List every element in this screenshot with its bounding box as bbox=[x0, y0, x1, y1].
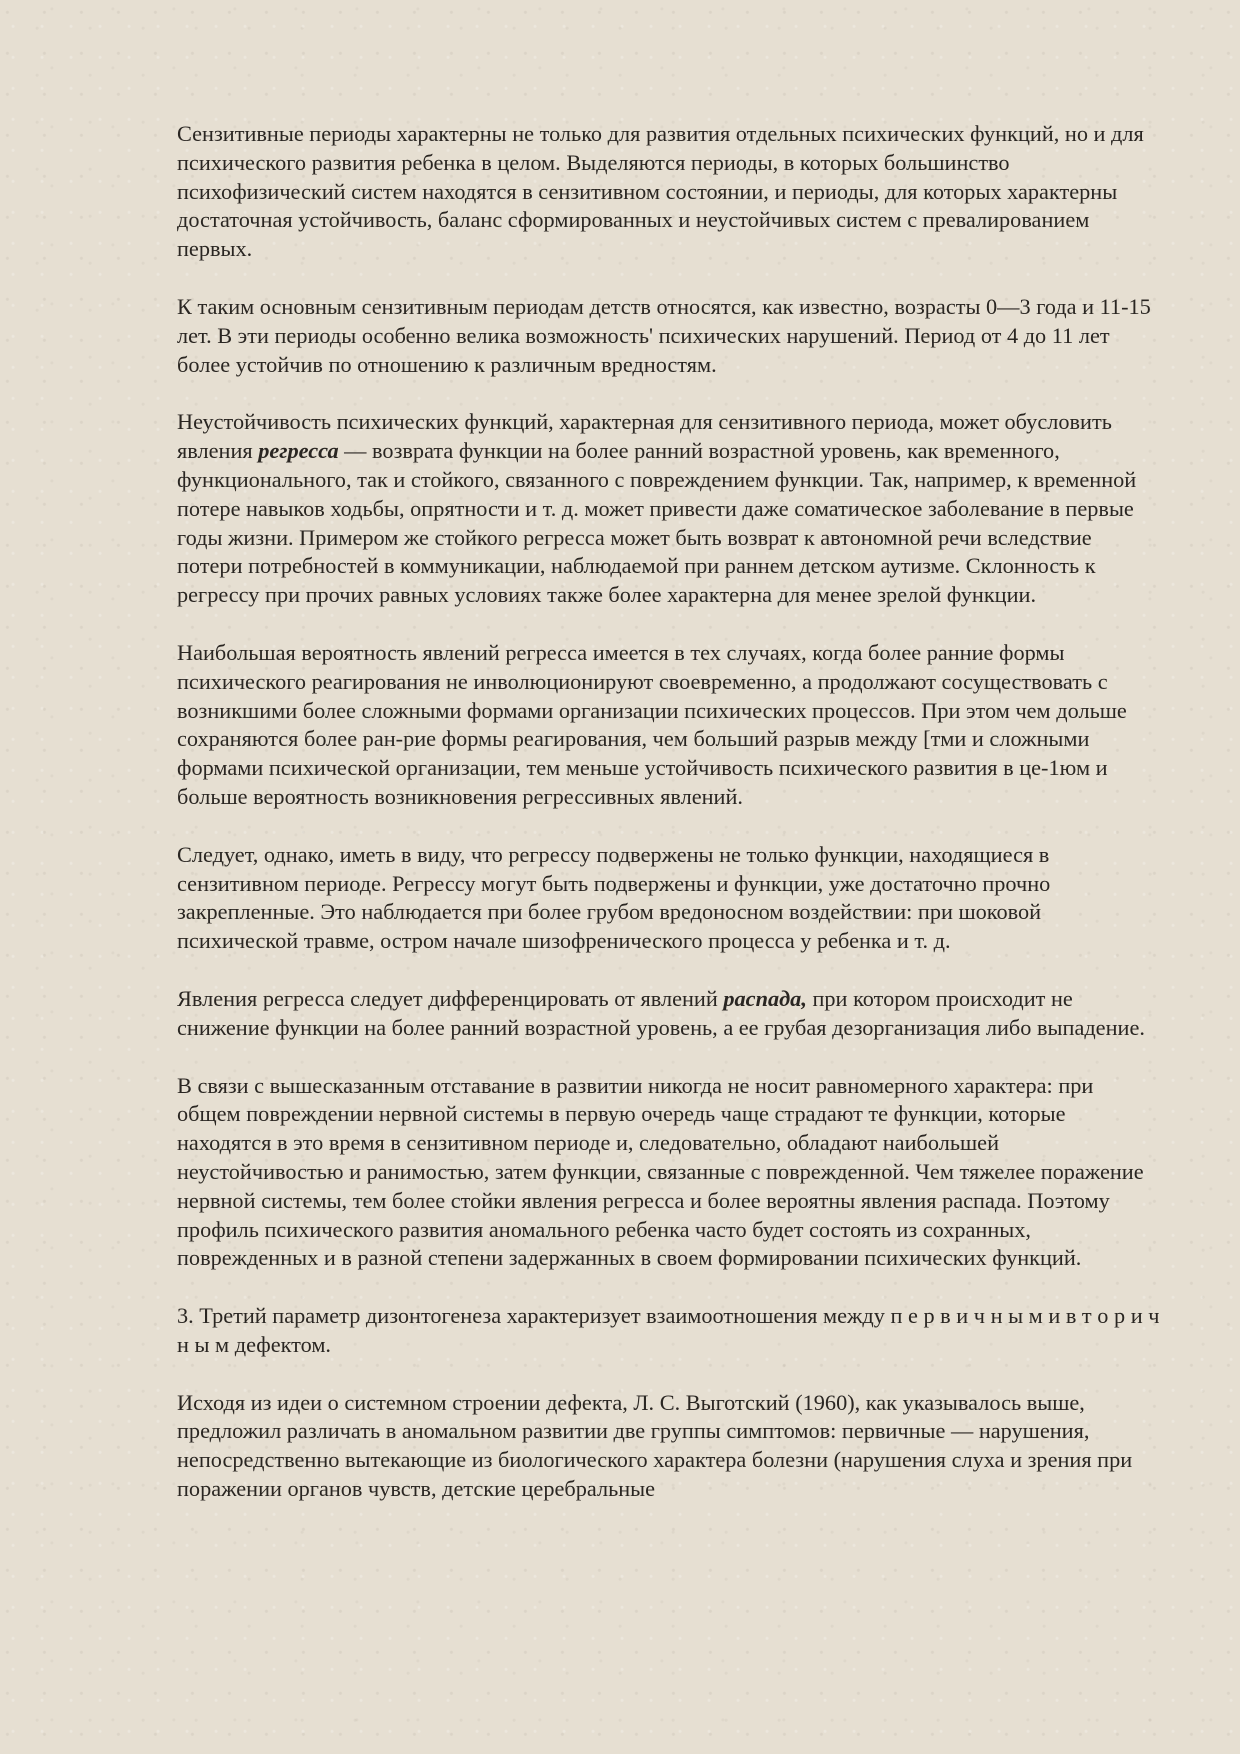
paragraph-disintegration bbox=[177, 985, 1162, 1043]
paragraph-text: — возврата функции на более ранний возрастной уровень, как временного, функционального, так и стойкого, связанного с повреждением функции. Так, например, к временной потере навыков ходьбы, опрятности и т. д. может привести даже соматическое заболевание в первые годы жизни. Примером же стойкого регресса может быть возврат к автономной речи вследствие потери потребностей в коммуникации, наблюдаемой при раннем детском аутизме. Склонность к регрессу при прочих равных условиях также более характерна для менее зрелой функции. bbox=[177, 438, 1137, 608]
paragraph-third-parameter: 3. Третий параметр дизонтогенеза характеризует взаимоотношения между п е р в и ч н ы м и в т о р и ч н ы м дефектом. bbox=[177, 1303, 1160, 1357]
term-regression: регресса bbox=[258, 438, 339, 464]
paragraph-text: Неустойчивость психических функций, характерная для сензитивного периода, может обусловить явления bbox=[177, 409, 1112, 464]
paragraph-regression-probability: Наибольшая вероятность явлений регресса имеется в тех случаях, когда более ранние формы психического реагирования не инволюционируют своевременно, а продолжают сосуществовать с возникшими более сложными формами организации психических процессов. При этом чем дольше сохраняются более ран-рие формы реагирования, чем больший разрыв между [тми и сложными формами психической организации, тем меньше устойчивость психического развития в це-1юм и больше вероятность возникновения регрессивных явлений. bbox=[177, 639, 1127, 809]
paragraph-text: Явления регресса следует дифференцировать от явлений bbox=[177, 985, 724, 1011]
term-disintegration: распада, bbox=[723, 985, 807, 1011]
document-body bbox=[177, 120, 1162, 1504]
paragraph-sensitive-periods: Сензитивные периоды характерны не только для развития отдельных психических функций, но и для психического развития ребенка в целом. Выделяются периоды, в которых большинство психофизический систем находятся в сензитивном состоянии, и периоды, для которых характерны достаточная устойчивость, баланс сформированных и неустойчивых систем с превалированием первых. bbox=[177, 121, 1144, 262]
paragraph-main-sensitive-periods: К таким основным сензитивным периодам детств относятся, как известно, возрасты 0—3 года и 11-15 лет. В эти периоды особенно велика возможность' психических нарушений. Период от 4 до 11 лет более устойчив по отношению к различным вредностям. bbox=[177, 293, 1151, 377]
paragraph-developmental-lag: В связи с вышесказанным отставание в развитии никогда не носит равномерного характера: при общем повреждении нервной системы в первую очередь чаще страдают те функции, которые находятся в это время в сензитивном периоде и, следовательно, обладают наибольшей неустойчивостью и ранимостью, затем функции, связанные с поврежденной. Чем тяжелее поражение нервной системы, тем более стойки явления регресса и более вероятны явления распада. Поэтому профиль психического развития аномального ребенка часто будет состоять из сохранных, поврежденных и в разной степени задержанных в своем формировании психических функций. bbox=[177, 1072, 1144, 1271]
paragraph-text: при котором происходит не снижение функции на более ранний возрастной уровень, а ее грубая дезорганизация либо выпадение. bbox=[177, 985, 1145, 1040]
paragraph-regression-note: Следует, однако, иметь в виду, что регрессу подвержены не только функции, находящиеся в сензитивном периоде. Регрессу могут быть подвержены и функции, уже достаточно прочно закрепленные. Это наблюдается при более грубом вредоносном воздействии: при шоковой психической травме, остром начале шизофренического процесса у ребенка и т. д. bbox=[177, 841, 1051, 954]
paragraph-regression bbox=[177, 408, 1162, 610]
paragraph-vygotsky: Исходя из идеи о системном строении дефекта, Л. С. Выготский (1960), как указывалось выше, предложил различать в аномальном развитии две группы симптомов: первичные — нарушения, непосредственно вытекающие из биологического характера болезни (нарушения слуха и зрения при поражении органов чувств, детские церебральные bbox=[177, 1389, 1133, 1502]
